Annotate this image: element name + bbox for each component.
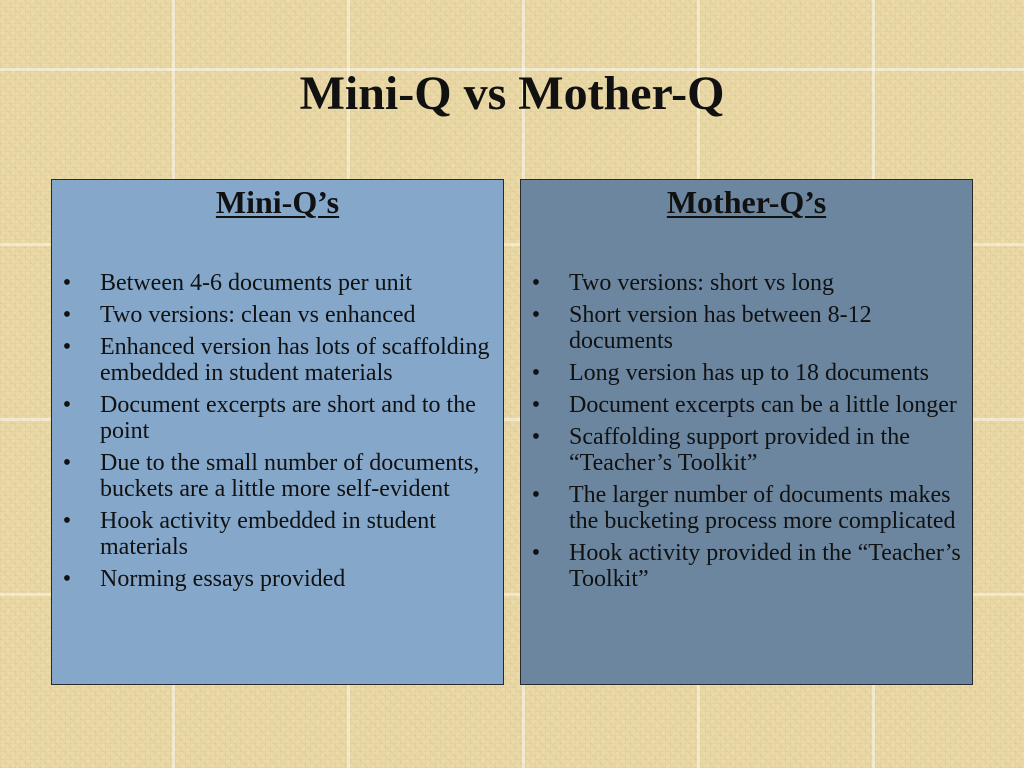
bullet-dot-icon: • [62, 450, 72, 476]
bullet-text: Between 4-6 documents per unit [100, 270, 412, 296]
bullet-dot-icon: • [531, 270, 541, 296]
bullet-text: Due to the small number of documents, buckets are a little more self-evident [100, 450, 480, 502]
bullet-text: Document excerpts are short and to the point [100, 392, 476, 444]
bullet-text: Scaffolding support provided in the “Teacher’s Toolkit” [569, 424, 910, 476]
bullet-item [521, 424, 972, 476]
mini-q-heading: Mini-Q’s [215, 184, 340, 220]
bullet-text: Long version has up to 18 documents [569, 360, 929, 386]
bullet-item [521, 360, 972, 386]
bullet-text: Document excerpts can be a little longer [569, 392, 957, 418]
bullet-text: Norming essays provided [100, 566, 346, 592]
bullet-text: The larger number of documents makes the bucketing process more complicated [569, 482, 956, 534]
bullet-dot-icon: • [62, 392, 72, 418]
bullet-dot-icon: • [531, 392, 541, 418]
bullet-dot-icon: • [531, 424, 541, 450]
bullet-item [521, 392, 972, 418]
bullet-text: Short version has between 8-12 documents [569, 302, 872, 354]
bullet-item [52, 270, 503, 296]
bullet-text: Hook activity embedded in student materials [100, 508, 436, 560]
bullet-dot-icon: • [531, 360, 541, 386]
bullet-item [52, 508, 503, 560]
bullet-item [521, 270, 972, 296]
bullet-item [521, 540, 972, 592]
bullet-item [521, 482, 972, 534]
bullet-dot-icon: • [62, 566, 72, 592]
mother-q-panel [520, 179, 973, 685]
bullet-item [52, 334, 503, 386]
mother-q-heading: Mother-Q’s [666, 184, 827, 220]
bullet-text: Two versions: short vs long [569, 270, 834, 296]
bullet-item [52, 392, 503, 444]
bullet-item [52, 302, 503, 328]
bullet-text: Two versions: clean vs enhanced [100, 302, 416, 328]
bullet-item [52, 450, 503, 502]
mother-q-bullet-list [521, 270, 972, 592]
bullet-dot-icon: • [62, 334, 72, 360]
mini-q-panel [51, 179, 504, 685]
bullet-dot-icon: • [531, 482, 541, 508]
bullet-dot-icon: • [62, 270, 72, 296]
bullet-dot-icon: • [62, 508, 72, 534]
bullet-text: Hook activity provided in the “Teacher’s Toolkit” [569, 540, 961, 592]
bullet-dot-icon: • [531, 540, 541, 566]
bullet-item [521, 302, 972, 354]
mini-q-bullet-list [52, 270, 503, 592]
bullet-dot-icon: • [531, 302, 541, 328]
bullet-item [52, 566, 503, 592]
slide-title: Mini-Q vs Mother-Q [299, 67, 725, 120]
bullet-text: Enhanced version has lots of scaffolding embedded in student materials [100, 334, 490, 386]
bullet-dot-icon: • [62, 302, 72, 328]
